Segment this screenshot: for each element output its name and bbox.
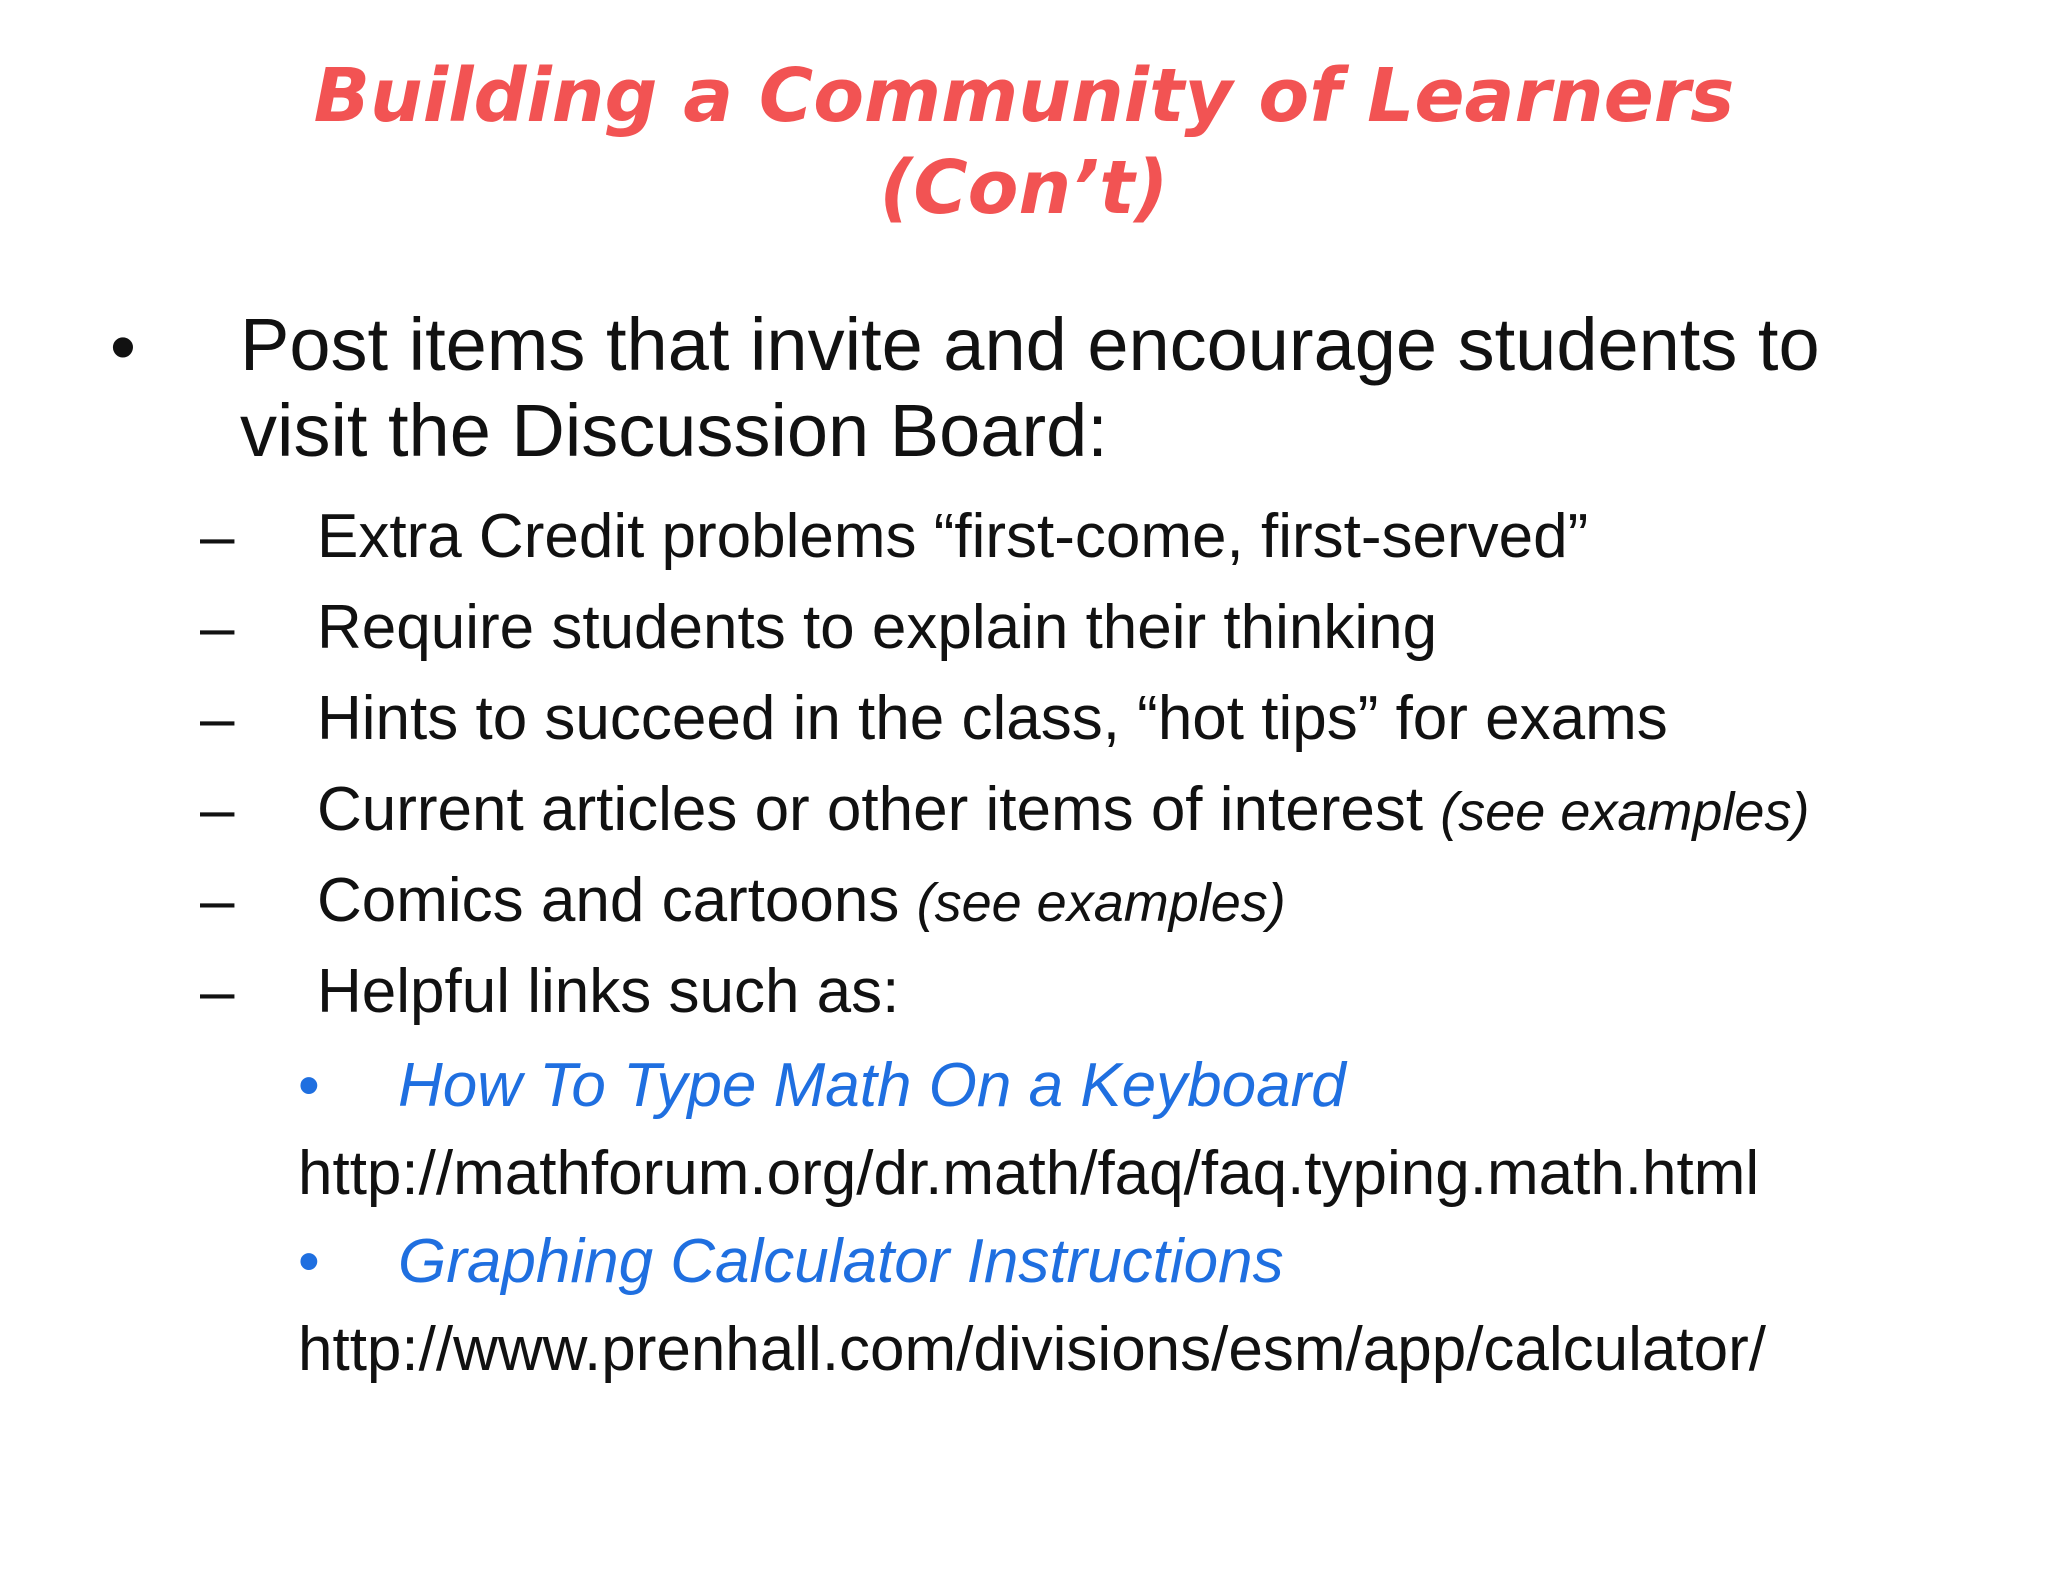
dash-marker: –: [200, 957, 235, 1026]
dash-marker: –: [200, 684, 235, 753]
sub-bullet-item: [200, 861, 2020, 952]
sub-bullet-label: Hints to succeed in the class, “hot tips” for exams: [317, 684, 1668, 753]
slide-title-line-1: Building a Community of Learners: [313, 53, 1735, 139]
link-url: http://www.prenhall.com/divisions/esm/app/calculator/: [298, 1315, 1766, 1384]
dash-marker: –: [200, 775, 235, 844]
dash-marker: –: [200, 593, 235, 662]
sub-bullet-text: [317, 952, 899, 1032]
main-bullet-text-line-2: visit the Discussion Board:: [240, 389, 1108, 472]
sub-bullet-text: [317, 497, 1588, 577]
sub-bullet-item: [200, 770, 2020, 861]
link-url: http://mathforum.org/dr.math/faq/faq.typing.math.html: [298, 1139, 1760, 1208]
sub-bullet-text: [317, 861, 1286, 943]
sub-bullet-label: Extra Credit problems “first-come, first-served”: [317, 502, 1589, 571]
sub-bullet-list: [200, 497, 2020, 1043]
sub-bullet-label: Comics and cartoons: [317, 866, 917, 935]
sub-bullet-item: [200, 497, 2020, 588]
sub-bullet-text: [317, 679, 1668, 759]
helpful-links: [298, 1045, 2018, 1397]
sub-bullet-item: [200, 952, 2020, 1043]
link-item-math-keyboard[interactable]: [298, 1045, 2018, 1133]
slide-title-line-2: (Con’t): [879, 145, 1169, 231]
sub-bullet-item: [200, 588, 2020, 679]
see-examples-note: (see examples): [1440, 782, 1810, 842]
link-bullet-marker: •: [298, 1051, 320, 1120]
main-bullet-text-line-1: Post items that invite and encourage students to: [240, 303, 1820, 386]
link-label[interactable]: How To Type Math On a Keyboard: [398, 1051, 1346, 1120]
sub-bullet-label: Current articles or other items of interest: [317, 775, 1441, 844]
dash-marker: –: [200, 502, 235, 571]
link-bullet-marker: •: [298, 1227, 320, 1296]
sub-bullet-text: [317, 770, 1809, 852]
see-examples-note: (see examples): [916, 873, 1286, 933]
main-bullet-text: [240, 302, 2000, 474]
slide-title: [0, 50, 2048, 234]
sub-bullet-item: [200, 679, 2020, 770]
sub-bullet-label: Require students to explain their thinking: [317, 593, 1438, 662]
sub-bullet-text: [317, 588, 1437, 668]
dash-marker: –: [200, 866, 235, 935]
link-item-graphing-calculator[interactable]: [298, 1221, 2018, 1309]
sub-bullet-label: Helpful links such as:: [317, 957, 900, 1026]
link-label[interactable]: Graphing Calculator Instructions: [398, 1227, 1284, 1296]
main-bullet-marker: •: [110, 305, 136, 388]
